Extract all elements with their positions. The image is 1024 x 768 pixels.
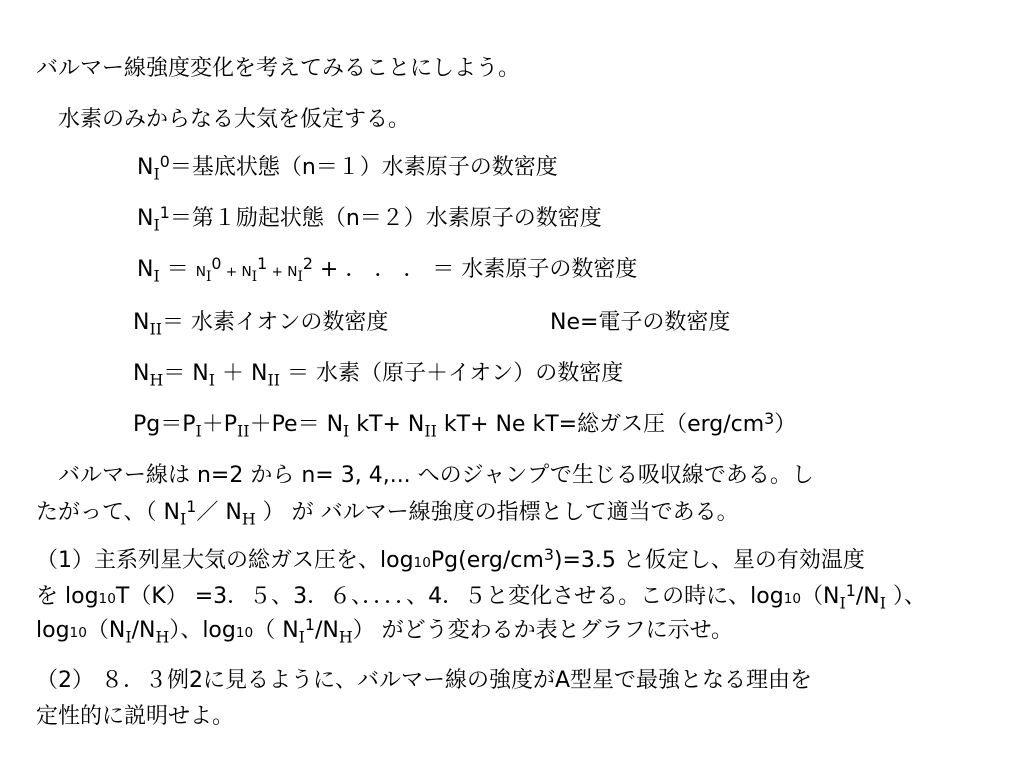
total-pressure-equation: $Pg=P_I+P_{II}+Pe= N_I$ $kT+ N_{II}$ kT+ Ne kT=総ガス圧$(erg/cm^3)$	[133, 408, 797, 441]
balmer-description: バルマー線は n=2 から n= 3, 4,... へのジャンプで生じる吸収線である。し	[58, 463, 814, 488]
assumption-line: 水素のみからなる大気を仮定する。	[58, 107, 411, 132]
definition-n-i-1: $N_I^1=$第１励起状態（n＝２）水素原子の数密度	[137, 202, 602, 235]
question-2-line-1: （2） ８．３例2に見るように、バルマー線の強度がA型星で最強となる理由を	[36, 668, 813, 693]
definition-n-i-total: $N_I = N_I^0 + N_I^1 + N_I^2$ + ． ． ． ＝ 水素原子の数密度	[137, 253, 638, 286]
definition-n-h: $N_H= N_I + N_{II}$ ＝ 水素（原子＋イオン）の数密度	[133, 361, 624, 390]
balmer-indicator: たがって、（ $N_I^1/$ $N_H$ ） が バルマー線強度の指標として適当である。	[36, 496, 739, 529]
intro-line: バルマー線強度変化を考えてみることにしよう。	[36, 56, 521, 81]
question-1-line-3: $\log 10(N_I/N_H)$、log10（ $N_I^1/N_H$） がどう変わるか表とグラフに示せ。	[36, 614, 734, 647]
definition-n-ii: $N_{II}=$ 水素イオンの数密度	[133, 310, 389, 339]
definition-n-i-0: $N_I^0=$基底状態（n＝１）水素原子の数密度	[137, 151, 558, 184]
question-1-line-2: を log10T（K） =3．５、3．６、．．．．、4．５と変化させる。この時に、$\log 10(N_I^1/N_I$ ）、	[36, 580, 926, 613]
question-1-line-1: （1）主系列星大気の総ガス圧を、$\log 10Pg(erg/cm^3)=3.5$ と仮定し、星の有効温度	[36, 544, 865, 573]
question-2-line-2: 定性的に説明せよ。	[36, 704, 235, 729]
definition-ne: Ne=電子の数密度	[550, 310, 731, 335]
